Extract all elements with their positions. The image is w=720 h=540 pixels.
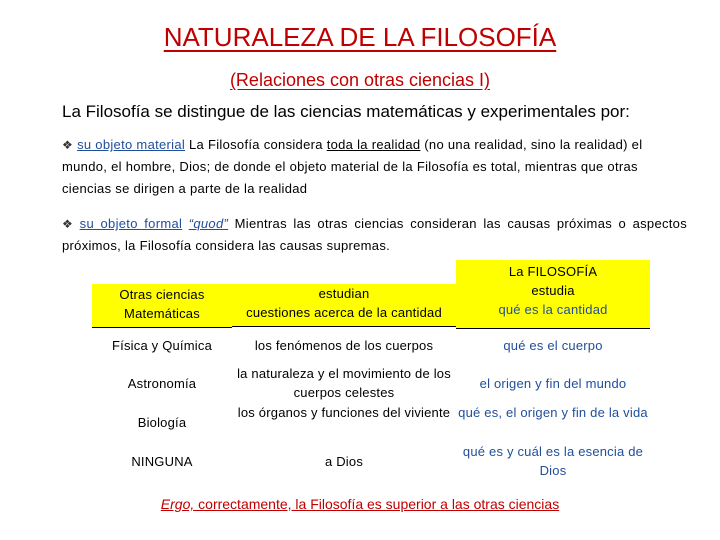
- header-estudian: [232, 284, 456, 327]
- conclusion-ergo: Ergo,: [160, 496, 195, 512]
- row3-col2: los órganos y funciones del viviente: [237, 405, 451, 420]
- diamond-bullet-icon: ❖: [62, 217, 76, 231]
- row3-col3: qué es, el origen y fin de la vida: [458, 405, 648, 420]
- point-objeto-material: [62, 134, 687, 200]
- conclusion: [0, 496, 720, 512]
- diamond-bullet-icon: ❖: [62, 138, 74, 152]
- row4-col1: NINGUNA: [131, 454, 193, 469]
- page-subtitle: (Relaciones con otras ciencias I): [229, 70, 491, 90]
- point-objeto-formal: [62, 213, 687, 257]
- header-cuestiones: cuestiones acerca de la cantidad: [246, 305, 442, 320]
- point1-underlined: toda la realidad: [326, 137, 421, 152]
- objeto-material-term: su objeto material: [77, 137, 186, 152]
- page-title: NATURALEZA DE LA FILOSOFÍA: [163, 22, 557, 52]
- header-filosofia: [456, 260, 650, 329]
- header-otras-ciencias: Otras ciencias Matemáticas: [92, 284, 232, 328]
- row3-col1: Biología: [137, 415, 187, 430]
- row2-col1: Astronomía: [127, 376, 197, 391]
- row4-col3: qué es y cuál es la esencia de Dios: [462, 444, 644, 478]
- point1-text-a: La Filosofía considera: [185, 137, 327, 152]
- header-estudian-label: estudian: [318, 286, 370, 301]
- conclusion-text: correctamente, la Filosofía es superior a las otras ciencias: [194, 496, 560, 512]
- row1-col1: Física y Química: [112, 338, 212, 353]
- header-filosofia-label: La FILOSOFÍA: [508, 264, 598, 279]
- quod-term: “quod”: [188, 216, 229, 231]
- lead-sentence: La Filosofía se distingue de las ciencias matemáticas y experimentales por:: [62, 102, 630, 121]
- point1-text-b: (no una realidad, sino la realidad) el mundo, el hombre, Dios; de donde el objeto material de la Filosofía es total, mientras que otras ciencias se dirigen a parte de la realidad: [62, 137, 643, 196]
- row1-col2: los fenómenos de los cuerpos: [254, 338, 434, 353]
- row2-col3: el origen y fin del mundo: [479, 376, 627, 391]
- point2-text: Mientras las otras ciencias consideran las causas próximas o aspectos próximos, la Filosofía considera las causas supremas.: [62, 216, 688, 253]
- objeto-formal-term: su objeto formal: [79, 216, 183, 231]
- row4-col2: a Dios: [324, 454, 364, 469]
- header-filosofia-estudia: estudia: [531, 283, 575, 298]
- row1-col3: qué es el cuerpo: [503, 338, 603, 353]
- row2-col2: la naturaleza y el movimiento de los cuerpos celestes: [237, 366, 451, 400]
- header-que-es-cantidad: qué es la cantidad: [498, 302, 608, 317]
